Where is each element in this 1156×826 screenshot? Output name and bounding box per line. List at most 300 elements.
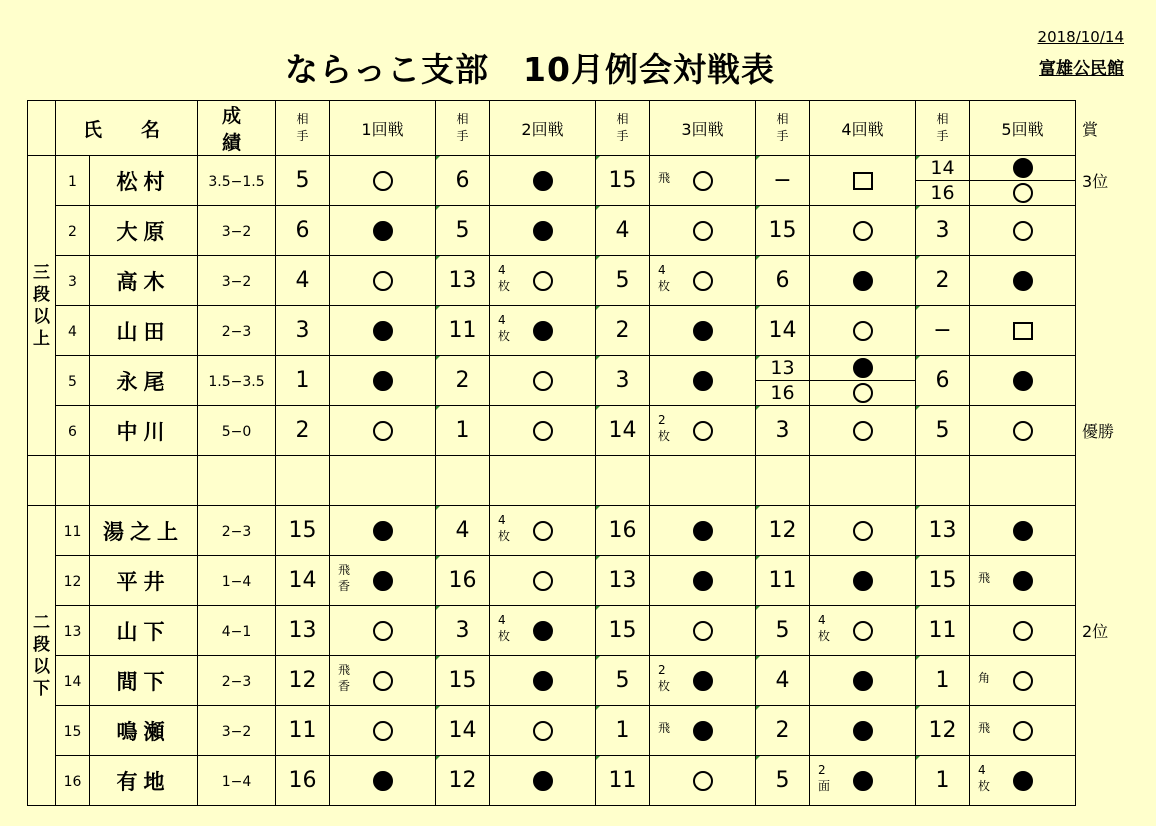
win-circle-icon [373, 621, 393, 641]
player-row [28, 556, 1151, 606]
prize-cell [1076, 356, 1151, 406]
handicap-note: 4 枚 [498, 613, 511, 643]
player-number: 4 [68, 324, 77, 340]
player-name: 山下 [116, 619, 171, 644]
player-score-cell [198, 306, 276, 356]
opponent-number: 12 [768, 518, 797, 543]
result-cell [330, 656, 436, 706]
opponent-number: 1 [615, 718, 630, 743]
player-name-cell [90, 306, 198, 356]
player-name: 有地 [116, 769, 171, 794]
player-name-cell [90, 756, 198, 806]
empty-prize-cell [1076, 456, 1151, 506]
empty-cell [56, 456, 90, 506]
opponent-number: 16 [288, 768, 317, 793]
split-opponents [756, 356, 809, 405]
opponent-cell [436, 706, 490, 756]
player-number: 12 [63, 574, 82, 590]
loss-dot-icon [1013, 521, 1033, 541]
opponent-number: 2 [455, 368, 470, 393]
prize-cell [1076, 506, 1151, 556]
handicap-note: 4 枚 [498, 513, 511, 543]
player-name: 中川 [116, 419, 171, 444]
result-cell [810, 206, 916, 256]
result-cell [650, 706, 756, 756]
result-cell [970, 556, 1076, 606]
player-number: 16 [63, 774, 82, 790]
result-cell [490, 156, 596, 206]
opponent-header [756, 101, 810, 156]
opponent-number: 5 [455, 218, 470, 243]
result-cell [970, 356, 1076, 406]
player-row [28, 506, 1151, 556]
player-number-cell [56, 656, 90, 706]
opponent-cell [756, 156, 810, 206]
opponent-number: 15 [928, 568, 957, 593]
opponent-cell [436, 356, 490, 406]
opponent-cell [756, 606, 810, 656]
opponent-number: 13 [608, 568, 637, 593]
player-score: 2−3 [221, 524, 252, 540]
opponent-number: 14 [930, 157, 955, 179]
opponent-cell [756, 656, 810, 706]
prize-cell [1076, 656, 1151, 706]
prize-cell [1076, 256, 1151, 306]
result-cell [810, 556, 916, 606]
loss-dot-icon [533, 171, 553, 191]
opponent-number: 5 [775, 768, 790, 793]
result-cell [970, 606, 1076, 656]
prize-cell [1076, 556, 1151, 606]
player-number: 14 [63, 674, 82, 690]
loss-dot-icon [693, 571, 713, 591]
player-score-cell [198, 706, 276, 756]
round-header-label: 4回戦 [841, 119, 884, 139]
handicap-note: 4 枚 [978, 763, 991, 793]
player-name-cell [90, 506, 198, 556]
group-label-cell [28, 156, 56, 456]
player-score: 1−4 [221, 774, 252, 790]
opponent-number: 12 [928, 718, 957, 743]
opponent-cell [916, 256, 970, 306]
player-score-cell [198, 756, 276, 806]
result-cell [330, 556, 436, 606]
round-header-label: 1回戦 [361, 119, 404, 139]
win-circle-icon [373, 421, 393, 441]
prize-label: 3位 [1082, 172, 1109, 191]
opponent-number: 6 [935, 368, 950, 393]
opponent-number: 14 [288, 568, 317, 593]
player-score: 2−3 [221, 324, 252, 340]
opponent-cell [756, 756, 810, 806]
opponent-header [596, 101, 650, 156]
opponent-cell [276, 556, 330, 606]
player-number-cell [56, 756, 90, 806]
handicap-note: 4 枚 [658, 263, 671, 293]
loss-dot-icon [853, 358, 873, 378]
opponent-cell [436, 256, 490, 306]
opponent-cell [436, 506, 490, 556]
loss-dot-icon [693, 371, 713, 391]
opponent-number: 13 [448, 268, 477, 293]
player-name: 間下 [116, 669, 171, 694]
player-name: 永尾 [116, 369, 171, 394]
player-number: 2 [68, 224, 77, 240]
player-name: 山田 [116, 319, 171, 344]
result-cell [490, 556, 596, 606]
result-cell [650, 306, 756, 356]
opponent-number: 14 [448, 718, 477, 743]
loss-dot-icon [1013, 571, 1033, 591]
player-number-cell [56, 356, 90, 406]
empty-cell [28, 456, 56, 506]
win-circle-icon [373, 671, 393, 691]
player-number-cell [56, 156, 90, 206]
player-score: 1−4 [221, 574, 252, 590]
opponent-cell [596, 506, 650, 556]
loss-dot-icon [373, 771, 393, 791]
opponent-number: 13 [288, 618, 317, 643]
opponent-cell [596, 656, 650, 706]
player-number: 6 [68, 424, 77, 440]
loss-dot-icon [853, 771, 873, 791]
player-score-cell [198, 556, 276, 606]
result-cell [810, 506, 916, 556]
split-opponents [916, 156, 969, 205]
opponent-cell [276, 156, 330, 206]
opponent-number: 12 [448, 768, 477, 793]
result-cell [330, 756, 436, 806]
player-row [28, 356, 1151, 406]
split-results [970, 156, 1075, 205]
opponent-number: 6 [775, 268, 790, 293]
player-number: 11 [63, 524, 82, 540]
player-number-cell [56, 256, 90, 306]
win-circle-icon [853, 421, 873, 441]
loss-dot-icon [533, 321, 553, 341]
opponent-header-label: 相 手 [616, 112, 629, 143]
handicap-note: 飛 [658, 171, 671, 185]
win-circle-icon [1013, 721, 1033, 741]
result-cell [810, 656, 916, 706]
opponent-number: 3 [455, 618, 470, 643]
opponent-number: 2 [615, 318, 630, 343]
prize-header-label: 賞 [1082, 119, 1099, 139]
win-circle-icon [853, 221, 873, 241]
empty-cell [436, 456, 490, 506]
opponent-cell [756, 206, 810, 256]
opponent-header [916, 101, 970, 156]
loss-dot-icon [1013, 771, 1033, 791]
result-cell [970, 656, 1076, 706]
player-score: 4−1 [221, 624, 252, 640]
win-circle-icon [1013, 183, 1033, 203]
win-circle-icon [853, 521, 873, 541]
opponent-cell [436, 206, 490, 256]
player-number-cell [56, 506, 90, 556]
prize-label: 優勝 [1082, 422, 1115, 441]
opponent-number: 13 [770, 357, 795, 379]
player-number-cell [56, 306, 90, 356]
opponent-number: 5 [615, 668, 630, 693]
opponent-number: 3 [775, 418, 790, 443]
opponent-cell [916, 206, 970, 256]
empty-cell [490, 456, 596, 506]
opponent-header [276, 101, 330, 156]
player-name-cell [90, 656, 198, 706]
result-cell [810, 356, 916, 406]
player-name: 鳴瀬 [116, 719, 171, 744]
player-row [28, 706, 1151, 756]
prize-cell [1076, 156, 1151, 206]
result-cell [650, 156, 756, 206]
loss-dot-icon [853, 571, 873, 591]
opponent-cell [916, 756, 970, 806]
player-score: 5−0 [221, 424, 252, 440]
opponent-cell [276, 706, 330, 756]
opponent-cell [596, 606, 650, 656]
loss-dot-icon [533, 671, 553, 691]
loss-dot-icon [373, 221, 393, 241]
result-cell [650, 256, 756, 306]
opponent-cell [756, 306, 810, 356]
player-number-cell [56, 406, 90, 456]
opponent-number: 2 [935, 268, 950, 293]
opponent-number: 16 [448, 568, 477, 593]
opponent-cell [276, 306, 330, 356]
opponent-cell [916, 156, 970, 206]
opponent-cell [436, 306, 490, 356]
prize-cell [1076, 606, 1151, 656]
opponent-cell [596, 556, 650, 606]
player-number-cell [56, 556, 90, 606]
result-cell [490, 506, 596, 556]
win-circle-icon [533, 521, 553, 541]
opponent-number: 4 [615, 218, 630, 243]
result-cell [490, 756, 596, 806]
round-header-3 [650, 101, 756, 156]
empty-cell [916, 456, 970, 506]
group-label-cell [28, 506, 56, 806]
win-circle-icon [533, 371, 553, 391]
result-cell [810, 306, 916, 356]
opponent-cell [276, 206, 330, 256]
win-circle-icon [853, 321, 873, 341]
opponent-number: − [933, 318, 952, 343]
player-name-cell [90, 256, 198, 306]
opponent-number: 15 [608, 618, 637, 643]
opponent-number: 16 [770, 382, 795, 404]
player-name-cell [90, 556, 198, 606]
draw-square-icon [1013, 322, 1033, 340]
opponent-cell [916, 406, 970, 456]
opponent-number: 6 [455, 168, 470, 193]
player-score-cell [198, 206, 276, 256]
player-row [28, 206, 1151, 256]
opponent-cell [276, 256, 330, 306]
loss-dot-icon [373, 571, 393, 591]
opponent-number: 13 [928, 518, 957, 543]
opponent-header-label: 相 手 [296, 112, 309, 143]
result-cell [650, 356, 756, 406]
result-cell [490, 656, 596, 706]
player-name-cell [90, 356, 198, 406]
loss-dot-icon [853, 271, 873, 291]
result-cell [330, 256, 436, 306]
opponent-header [436, 101, 490, 156]
player-number-cell [56, 606, 90, 656]
opponent-number: 4 [775, 668, 790, 693]
result-cell [330, 606, 436, 656]
score-header-label: 成 績 [221, 105, 281, 154]
player-number-cell [56, 706, 90, 756]
handicap-note: 飛 [658, 721, 671, 735]
result-cell [970, 256, 1076, 306]
opponent-number: 16 [930, 182, 955, 204]
win-circle-icon [1013, 421, 1033, 441]
win-circle-icon [693, 171, 713, 191]
player-name: 松村 [116, 169, 171, 194]
round-header-5 [970, 101, 1076, 156]
opponent-number: 11 [288, 718, 317, 743]
result-cell [490, 706, 596, 756]
result-cell [810, 406, 916, 456]
loss-dot-icon [1013, 158, 1033, 178]
opponent-cell [756, 406, 810, 456]
name-header-label: 氏 名 [82, 118, 170, 141]
opponent-cell [276, 606, 330, 656]
opponent-number: 11 [928, 618, 957, 643]
opponent-cell [436, 556, 490, 606]
opponent-cell [916, 356, 970, 406]
win-circle-icon [373, 721, 393, 741]
match-table [27, 100, 1151, 806]
opponent-cell [436, 656, 490, 706]
result-cell [490, 406, 596, 456]
result-cell [810, 156, 916, 206]
player-name-cell [90, 406, 198, 456]
opponent-cell [596, 356, 650, 406]
result-cell [330, 706, 436, 756]
round-header-2 [490, 101, 596, 156]
result-cell [810, 706, 916, 756]
round-header-4 [810, 101, 916, 156]
opponent-number: 11 [608, 768, 637, 793]
result-cell [970, 406, 1076, 456]
win-circle-icon [693, 621, 713, 641]
result-cell [650, 506, 756, 556]
name-header [56, 101, 198, 156]
player-name-cell [90, 156, 198, 206]
handicap-note: 飛 [978, 571, 991, 585]
opponent-header-label: 相 手 [776, 112, 789, 143]
opponent-cell [596, 156, 650, 206]
loss-dot-icon [533, 771, 553, 791]
loss-dot-icon [693, 721, 713, 741]
player-name-cell [90, 706, 198, 756]
split-results [810, 356, 915, 405]
win-circle-icon [373, 271, 393, 291]
empty-cell [810, 456, 916, 506]
player-number: 15 [63, 724, 82, 740]
separator-row [28, 456, 1151, 506]
opponent-cell [756, 506, 810, 556]
opponent-number: 2 [775, 718, 790, 743]
handicap-note: 飛 [978, 721, 991, 735]
player-score-cell [198, 256, 276, 306]
opponent-cell [756, 706, 810, 756]
player-name: 平井 [116, 569, 171, 594]
result-cell [810, 756, 916, 806]
player-score-cell [198, 406, 276, 456]
result-cell [810, 606, 916, 656]
opponent-cell [596, 406, 650, 456]
result-cell [650, 606, 756, 656]
result-cell [490, 356, 596, 406]
player-score-cell [198, 156, 276, 206]
opponent-number: 3 [935, 218, 950, 243]
win-circle-icon [373, 171, 393, 191]
handicap-note: 2 枚 [658, 663, 671, 693]
player-score: 3−2 [221, 224, 252, 240]
player-number: 5 [68, 374, 77, 390]
win-circle-icon [533, 721, 553, 741]
player-name: 高木 [116, 269, 171, 294]
win-circle-icon [853, 383, 873, 403]
empty-cell [970, 456, 1076, 506]
handicap-note: 飛 香 [338, 663, 351, 693]
opponent-number: 6 [295, 218, 310, 243]
opponent-number: 4 [455, 518, 470, 543]
opponent-number: 14 [768, 318, 797, 343]
empty-cell [650, 456, 756, 506]
result-cell [970, 306, 1076, 356]
player-number: 1 [68, 174, 77, 190]
opponent-cell [756, 556, 810, 606]
group-label: 二 段 以 下 [33, 612, 50, 699]
opponent-cell [596, 306, 650, 356]
loss-dot-icon [693, 671, 713, 691]
result-cell [970, 756, 1076, 806]
result-cell [810, 256, 916, 306]
header-row [28, 101, 1151, 156]
player-name: 大原 [116, 219, 171, 244]
opponent-number: 5 [295, 168, 310, 193]
player-name-cell [90, 606, 198, 656]
opponent-cell [276, 656, 330, 706]
empty-cell [596, 456, 650, 506]
result-cell [650, 756, 756, 806]
win-circle-icon [533, 271, 553, 291]
opponent-number: − [773, 168, 792, 193]
group-label: 三 段 以 上 [33, 262, 50, 349]
handicap-note: 角 [978, 671, 991, 685]
player-row [28, 606, 1151, 656]
draw-square-icon [853, 172, 873, 190]
prize-cell [1076, 706, 1151, 756]
player-row [28, 256, 1151, 306]
win-circle-icon [1013, 621, 1033, 641]
loss-dot-icon [373, 521, 393, 541]
loss-dot-icon [1013, 371, 1033, 391]
opponent-number: 15 [288, 518, 317, 543]
player-number: 3 [68, 274, 77, 290]
player-score-cell [198, 506, 276, 556]
handicap-note: 4 枚 [498, 263, 511, 293]
page-title: ならっこ支部 10月例会対戦表 [285, 50, 775, 89]
group-header-cell [28, 101, 56, 156]
player-score-cell [198, 656, 276, 706]
